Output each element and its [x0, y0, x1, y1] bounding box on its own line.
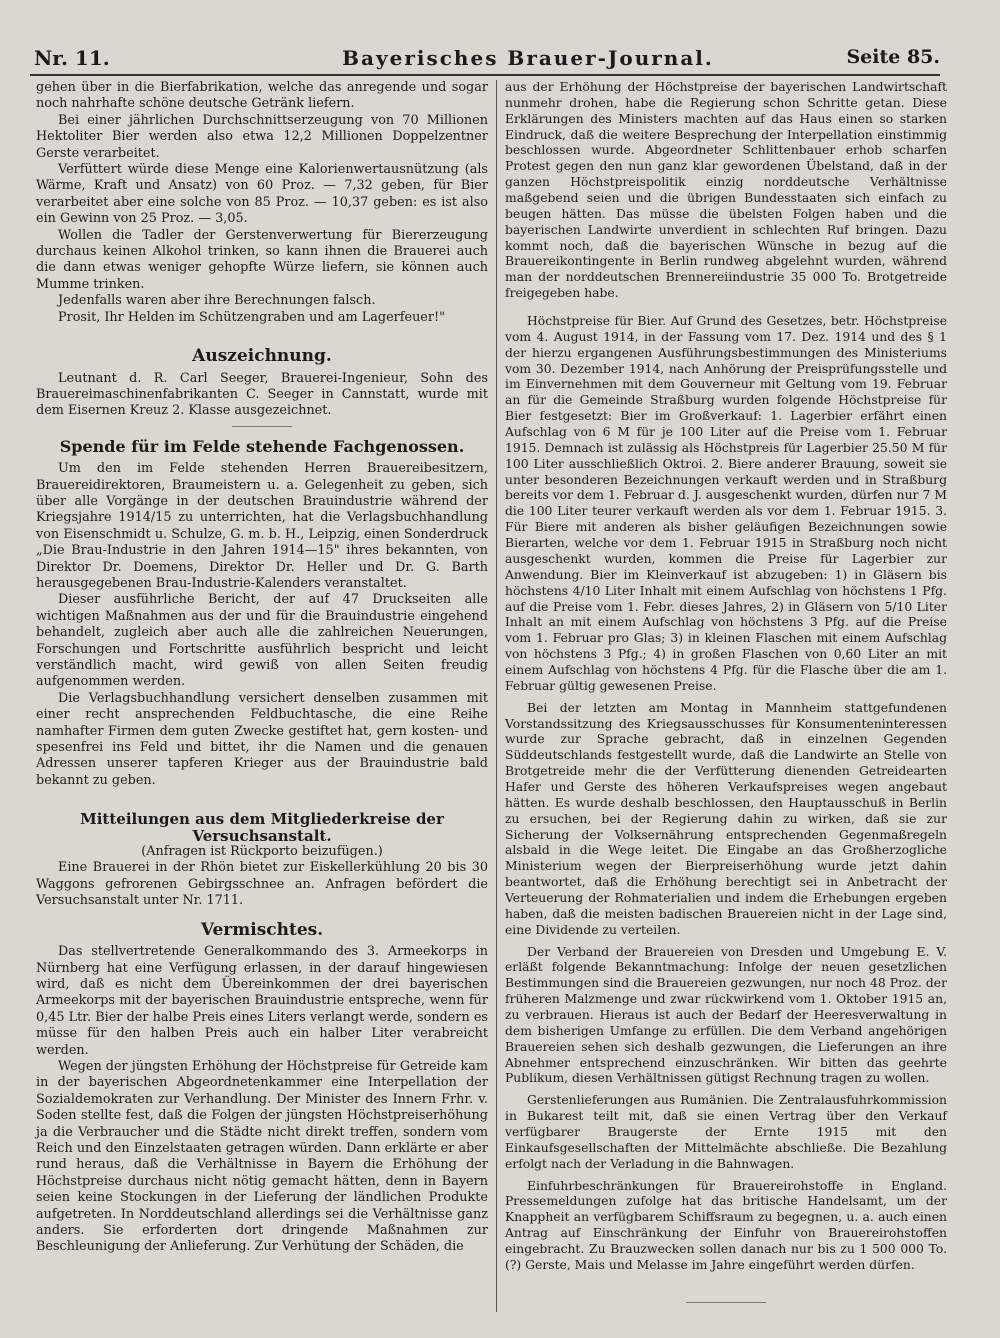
paragraph: Bei der letzten am Montag in Mannheim stattgefundenen Vorstandssitzung des Kriegsausschusses für Konsumenteninteressen wurde zur Sprache gebracht, daß in einzelnen Gegenden Süddeutschlands festgestellt wurde, daß die Landwirte an Stelle von Brotgetreide mehr die der Verfütterung dienenden Getreidearten Hafer und Gerste des höheren Verkaufspreises wegen angebaut hätten. Es wurde deshalb beschlossen, den Hauptausschuß in Berlin zu ersuchen, bei der Regierung dahin zu wirken, daß sie zur Sicherung der Volksernährung entsprechenden Gegenmaßregeln alsbald in die Wege leitet. Die Eingabe an das Großherzogliche Ministerium wegen der Bierpreiserhöhung wurde jetzt dahin beantwortet, daß die Erhöhung berechtigt sei in Anbetracht der Verteuerung der Rohmaterialien und indem die Erhebungen ergeben haben, daß die meisten badischen Brauereien nicht in der Lage sind, eine Dividende zu verteilen. — [505, 700, 947, 937]
paragraph: aus der Erhöhung der Höchstpreise der bayerischen Landwirtschaft nunmehr drohen, habe die Regierung schon Schritte getan. Diese Erklärungen des Ministers machten auf das Haus einen so starken Eindruck, daß die weitere Besprechung der Interpellation einstimmig beschlossen wurde. Abgeordneter Schlittenbauer erhob scharfen Protest gegen den nun ganz klar gewordenen Übelstand, daß in der ganzen Höchstpreispolitik einzig norddeutsche Verhältnisse maßgebend seien und die übrigen Bundesstaaten sich einfach zu beugen hätten. Das müsse die übelsten Folgen haben und die bayerischen Landwirte unverdient in schlechten Ruf bringen. Dazu kommt noch, daß die bayerischen Wünsche in bezug auf die Brauereikontingente in Berlin rundweg abgelehnt wurden, während man der norddeutschen Brennereiindustrie 35 000 To. Brotgetreide freigegeben habe. — [505, 80, 947, 301]
end-rule — [686, 1302, 766, 1303]
paragraph: Jedenfalls waren aber ihre Berechnungen falsch. — [58, 293, 376, 309]
paragraph: Höchstpreise für Bier. Auf Grund des Gesetzes, betr. Höchstpreise vom 4. August 1914, in der Fassung vom 17. Dez. 1914 und des § 1 der hierzu ergangenen Ausführungsbestimmungen des Ministeriums vom 30. Dezember 1914, nach Anhörung der Preisprüfungsstelle und im Einvernehmen mit dem Gouverneur mit Geltung vom 19. Februar an für die Gemeinde Straßburg wurden folgende Höchstpreise für Bier festgesetzt: Bier im Großverkauf: 1. Lagerbier erfährt einen Aufschlag von 6 M für je 100 Liter auf die Preise vom 1. Februar 1915. Demnach ist zulässig als Höchstpreis für Lagerbier 25.50 M für 100 Liter ausschließlich Oktroi. 2. Biere anderer Brauung, soweit sie unter besonderen Bezeichnungen verkauft werden und in Straßburg bereits vor dem 1. Februar d. J. ausgeschenkt wurden, dürfen nur 7 M die 100 Liter teurer verkauft werden als vor dem 1. Februar 1915. 3. Für Biere mit anderen als bisher geläufigen Bezeichnungen sowie Bierarten, welche vor dem 1. Februar 1915 in Straßburg noch nicht ausgeschenkt wurden, kommen die Preise für Lagerbier zur Anwendung. Bier im Kleinverkauf ist abzugeben: 1) in Gläsern bis höchstens 4/10 Liter Inhalt mit einem Aufschlag von höchstens 1 Pfg. auf die Preise vom 1. Febr. dieses Jahres, 2) in Gläsern von 5/10 Liter Inhalt an mit einem Aufschlag von höchstens 3 Pfg. auf die Preise vom 1. Februar pro Glas; 3) in kleinen Flaschen mit einem Aufschlag von höchstens 3 Pfg.; 4) in großen Flaschen von 0,60 Liter an mit einem Aufschlag von höchstens 4 Pfg. für die Flasche über die am 1. Februar gültig gewesenen Preise. — [505, 314, 947, 693]
left-column — [36, 80, 488, 1256]
section-subtitle: (Anfragen ist Rückporto beizufügen.) — [141, 844, 383, 860]
paragraph: Bei einer jährlichen Durchschnittserzeugung von 70 Millionen Hektoliter Bier werden also etwa 12,2 Millionen Doppelzentner Gerste verarbeitet. — [36, 112, 488, 161]
issue-number: Nr. 11. — [34, 46, 110, 70]
paragraph: Der Verband der Brauereien von Dresden und Umgebung E. V. erläßt folgende Bekanntmachung: Infolge der neuen gesetzlichen Bestimmungen sind die Brauereien gezwungen, nur noch 48 Proz. der früheren Malzmenge und zwar rückwirkend vom 1. Oktober 1915 an, zu verbrauen. Hieraus ist auch der Bedarf der Heeresverwaltung in dem bisherigen Umfange zu erfüllen. Die dem Verband angehörigen Brauereien sehen sich deshalb gezwungen, die Lieferungen an ihre Abnehmer entsprechend einzuschränken. Wir bitten das geehrte Publikum, diesen Verhältnissen gütigst Rechnung tragen zu wollen. — [505, 944, 947, 1086]
paragraph: Prosit, Ihr Helden im Schützengraben und am Lagerfeuer!" — [58, 309, 446, 325]
paragraph: Das stellvertretende Generalkommando des 3. Armeekorps in Nürnberg hat eine Verfügung erlassen, in der darauf hingewiesen wird, daß es nicht dem Übereinkommen der drei bayerischen Armeekorps mit der bayerischen Brauindustrie entspreche, wenn für 0,45 Ltr. Bier der halbe Preis eines Liters verlangt werde, sondern es müsse für den halben Preis auch ein halber Liter verabreicht werden. — [36, 944, 488, 1058]
spacer — [36, 789, 488, 811]
journal-title: Bayerisches Brauer-Journal. — [342, 46, 714, 70]
spacer — [505, 302, 947, 314]
paragraph: Dieser ausführliche Bericht, der auf 47 Druckseiten alle wichtigen Maßnahmen aus der und für die Brauindustrie eingehend behandelt, zugleich aber auch alle die zahlreichen Neuerungen, Forschungen und Fortschritte ausführlich bespricht und leicht verständlich macht, wird gewiß von allen Seiten freudig aufgenommen werden. — [36, 592, 488, 690]
paragraph: gehen über in die Bierfabrikation, welche das anregende und sogar noch nahrhafte schöne deutsche Getränk liefern. — [36, 80, 488, 112]
section-heading-donation: Spende für im Felde stehende Fachgenossen. — [59, 436, 465, 456]
spacer — [505, 1274, 947, 1296]
spacer — [36, 326, 488, 348]
page-header — [28, 46, 940, 76]
paragraph: Einfuhrbeschränkungen für Brauereirohstoffe in England. Pressemeldungen zufolge hat das britische Handelsamt, um der Knappheit an verfügbarem Schiffsraum zu begegnen, u. a. auch einen Antrag auf Einschränkung der Einfuhr von Brauereirohstoffen eingebracht. Zu Brauzwecken sollen danach nur bis zu 1 500 000 To. (?) Gerste, Mais und Melasse im Jahre eingeführt werden dürfen. — [505, 1178, 947, 1272]
page-number: Seite 85. — [846, 46, 940, 68]
paragraph: Die Verlagsbuchhandlung versichert denselben zusammen mit einer recht ansprechenden Feldbuchtasche, die eine Reihe namhafter Firmen dem guten Zwecke gestiftet hat, gern kosten- und spesenfrei ins Feld und bittet, ihr die Namen und die genauen Adressen unserer tapferen Krieger aus der Brauindustrie bald bekannt zu geben. — [36, 690, 488, 788]
section-heading-misc: Vermischtes. — [200, 919, 324, 940]
paragraph: Um den im Felde stehenden Herren Brauereibesitzern, Brauereidirektoren, Braumeistern u. a. Gelegenheit zu geben, sich über alle Vorgänge in der deutschen Brauindustrie während der Kriegsjahre 1914/15 zu unterrichten, hat die Verlagsbuchhandlung von Eisenschmidt u. Schulze, G. m. b. H., Leipzig, einen Sonderdruck „Die Brau-Industrie in den Jahren 1914—15" ihres bekannten, von Direktor Dr. Doemens, Direktor Dr. Heller und Dr. G. Barth herausgegebenen Brau-Industrie-Kalenders veranstaltet. — [36, 461, 488, 591]
paragraph: Eine Brauerei in der Rhön bietet zur Eiskellerkühlung 20 bis 30 Waggons gefrorenen Gebirgsschnee an. Anfragen befördert die Versuchsanstalt unter Nr. 1711. — [36, 860, 488, 909]
paragraph: Gerstenlieferungen aus Rumänien. Die Zentralausfuhrkommission in Bukarest teilt mit, daß sie einen Vertrag über den Verkauf verfügbarer Braugerste der Ernte 1915 mit den Einkaufsgesellschaften der Mittelmächte abschließe. Die Bezahlung erfolgt nach der Verladung in die Bahnwagen. — [505, 1093, 947, 1171]
paragraph: Wegen der jüngsten Erhöhung der Höchstpreise für Getreide kam in der bayerischen Abgeordnetenkammer eine Interpellation der Sozialdemokraten zur Verhandlung. Der Minister des Innern Frhr. v. Soden stellte fest, daß die Folgen der jüngsten Höchstpreiserhöhung ja die Verbraucher und die Städte nicht direkt treffen, sondern vom Reich und den Einzelstaaten getragen würden. Dann erklärte er aber rund heraus, daß die Verhältnisse in Bayern die Erhöhung der Höchstpreise durchaus nicht nötig gemacht hätten, denn in Bayern seien keine Stockungen in der Lieferung der ländlichen Produkte aufgetreten. In Norddeutschland allerdings sei die Verhältnisse ganz anders. Sie erforderten dort dringende Maßnahmen zur Beschleunigung der Anlieferung. Zur Verhütung der Schäden, die — [36, 1058, 488, 1255]
paragraph: Verfüttert würde diese Menge eine Kalorienwertausnützung (als Wärme, Kraft und Ansatz) von 60 Proz. — 7,32 geben, für Bier verarbeitet aber eine solche von 85 Proz. — 10,37 geben: es ist also ein Gewinn von 25 Proz. — 3,05. — [36, 162, 488, 227]
header-rule — [30, 74, 940, 76]
column-divider — [496, 80, 497, 1312]
right-column — [505, 80, 947, 1303]
paragraph: Leutnant d. R. Carl Seeger, Brauerei-Ingenieur, Sohn des Brauereimaschinenfabrikanten C. Seeger in Cannstatt, wurde mit dem Eisernen Kreuz 2. Klasse ausgezeichnet. — [36, 370, 488, 419]
section-heading-members: Mitteilungen aus dem Mitgliederkreise der Versuchsanstalt. — [80, 810, 444, 845]
paragraph: Wollen die Tadler der Gerstenverwertung für Biererzeugung durchaus keinen Alkohol trinken, so kann ihnen die Brauerei auch die dann etwas weniger gehopfte Würze liefern, sie können auch Mumme trinken. — [36, 227, 488, 292]
section-heading-award: Auszeichnung. — [192, 346, 332, 367]
